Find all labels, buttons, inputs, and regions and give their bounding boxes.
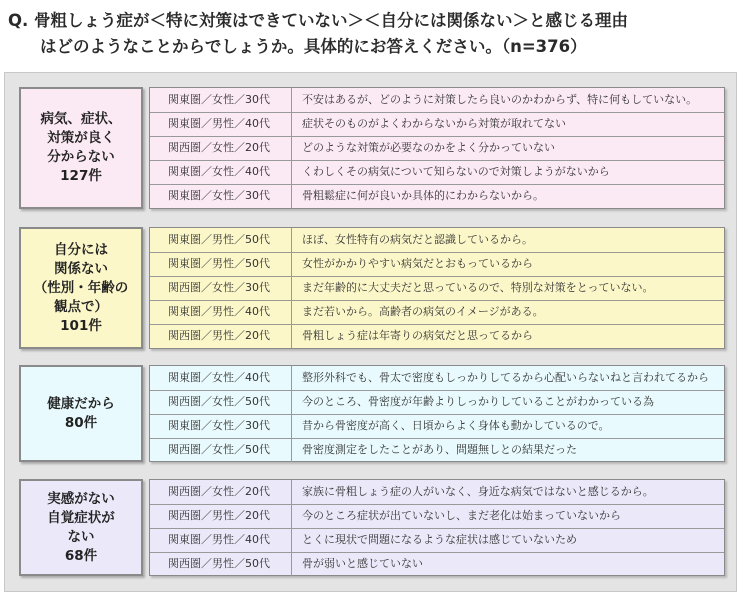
response-row xyxy=(150,366,724,390)
respondent-demographic: 関東圏／男性／50代 xyxy=(150,252,292,276)
response-text: 家族に骨粗しょう症の人がいなく、身近な病気ではないと感じるから。 xyxy=(302,485,654,498)
category-count: 80件 xyxy=(64,414,98,431)
response-row xyxy=(150,252,724,276)
category-label-line: 関係ない xyxy=(54,260,108,277)
respondent-demographic: 関西圏／男性／50代 xyxy=(150,552,292,576)
respondent-demographic: 関東圏／男性／50代 xyxy=(150,228,292,252)
response-text: 昔から骨密度が高く、日頃からよく身体も動かしているので。 xyxy=(302,419,610,432)
category-count: 101件 xyxy=(60,317,102,334)
respondent-demographic: 関東圏／女性／30代 xyxy=(150,88,292,112)
respondent-demographic: 関東圏／男性／40代 xyxy=(150,112,292,136)
response-row xyxy=(150,228,724,252)
results-panel xyxy=(4,72,737,592)
response-list xyxy=(149,227,725,349)
response-row xyxy=(150,88,724,112)
category-label xyxy=(19,365,143,462)
response-text: 骨密度測定をしたことがあり、問題無しとの結果だった xyxy=(302,443,577,456)
category-label xyxy=(19,87,143,209)
question-heading xyxy=(8,8,738,60)
response-text: 症状そのものがよくわからないから対策が取れてない xyxy=(302,117,566,130)
respondent-demographic: 関西圏／女性／20代 xyxy=(150,136,292,160)
category-label-line: ない xyxy=(67,528,95,545)
category-label-line: 対策が良く xyxy=(47,130,115,146)
response-row xyxy=(150,552,724,576)
response-text: 女性がかかりやすい病気だとおもっているから xyxy=(302,257,533,270)
category-count: 68件 xyxy=(64,547,98,564)
category-label xyxy=(19,479,143,576)
response-text: とくに現状で問題になるような症状は感じていないため xyxy=(302,533,577,546)
response-row xyxy=(150,324,724,348)
response-row xyxy=(150,112,724,136)
response-row xyxy=(150,136,724,160)
category-label-line: （性別・年齢の xyxy=(33,279,129,296)
response-row xyxy=(150,184,724,208)
response-row xyxy=(150,276,724,300)
respondent-demographic: 関西圏／女性／30代 xyxy=(150,276,292,300)
respondent-demographic: 関西圏／女性／50代 xyxy=(150,390,292,414)
category-label-line: 観点で） xyxy=(54,298,108,315)
response-row xyxy=(150,390,724,414)
response-text: 今のところ症状が出ていないし、まだ老化は始まっていないから xyxy=(302,509,621,522)
respondent-demographic: 関東圏／女性／30代 xyxy=(150,414,292,438)
respondent-demographic: 関東圏／女性／40代 xyxy=(150,160,292,184)
respondent-demographic: 関西圏／女性／50代 xyxy=(150,438,292,462)
response-text: 整形外科でも、骨太で密度もしっかりしてるから心配いらないねと言われてるから xyxy=(302,371,709,384)
response-list xyxy=(149,365,725,462)
category-label-line: 自覚症状が xyxy=(47,509,115,526)
response-row xyxy=(150,480,724,504)
respondent-demographic: 関東圏／女性／40代 xyxy=(150,366,292,390)
category-label-line: 自分には xyxy=(54,241,108,258)
question-line-2: はどのようなことからでしょうか。具体的にお答えください。（n=376） xyxy=(40,37,587,56)
category-label-line: 健康だから xyxy=(47,395,115,412)
response-text: どのような対策が必要なのかをよく分かっていない xyxy=(302,141,555,154)
respondent-demographic: 関東圏／男性／40代 xyxy=(150,300,292,324)
respondent-demographic: 関東圏／女性／30代 xyxy=(150,184,292,208)
respondent-demographic: 関西圏／男性／20代 xyxy=(150,504,292,528)
response-text: 今のところ、骨密度が年齢よりしっかりしていることがわかっている為 xyxy=(302,395,654,408)
response-text: くわしくその病気について知らないので対策しようがないから xyxy=(302,165,610,178)
response-text: 不安はあるが、どのように対策したら良いのかわからず、特に何もしていない。 xyxy=(302,93,698,106)
respondent-demographic: 関東圏／男性／40代 xyxy=(150,528,292,552)
response-list xyxy=(149,479,725,576)
response-row xyxy=(150,414,724,438)
category-count: 127件 xyxy=(60,168,102,184)
response-text: 骨粗しょう症は年寄りの病気だと思ってるから xyxy=(302,329,533,342)
response-text: 骨が弱いと感じていない xyxy=(302,557,423,570)
response-text: まだ若いから。高齢者の病気のイメージがある。 xyxy=(302,305,544,318)
response-text: 骨粗鬆症に何が良いか具体的にわからないから。 xyxy=(302,189,544,202)
response-text: ほぼ、女性特有の病気だと認識しているから。 xyxy=(302,233,533,246)
response-row xyxy=(150,528,724,552)
category-label-line: 分からない xyxy=(47,149,115,165)
response-row xyxy=(150,438,724,462)
respondent-demographic: 関西圏／女性／20代 xyxy=(150,480,292,504)
response-row xyxy=(150,504,724,528)
category-label-line: 病気、症状、 xyxy=(40,111,122,127)
response-row xyxy=(150,300,724,324)
response-row xyxy=(150,160,724,184)
respondent-demographic: 関西圏／男性／20代 xyxy=(150,324,292,348)
category-label xyxy=(19,227,143,349)
question-line-1: Q. 骨粗しょう症が＜特に対策はできていない＞＜自分には関係ない＞と感じる理由 xyxy=(8,11,629,30)
response-text: まだ年齢的に大丈夫だと思っているので、特別な対策をとっていない。 xyxy=(302,281,654,294)
response-list xyxy=(149,87,725,209)
category-label-line: 実感がない xyxy=(47,490,115,507)
